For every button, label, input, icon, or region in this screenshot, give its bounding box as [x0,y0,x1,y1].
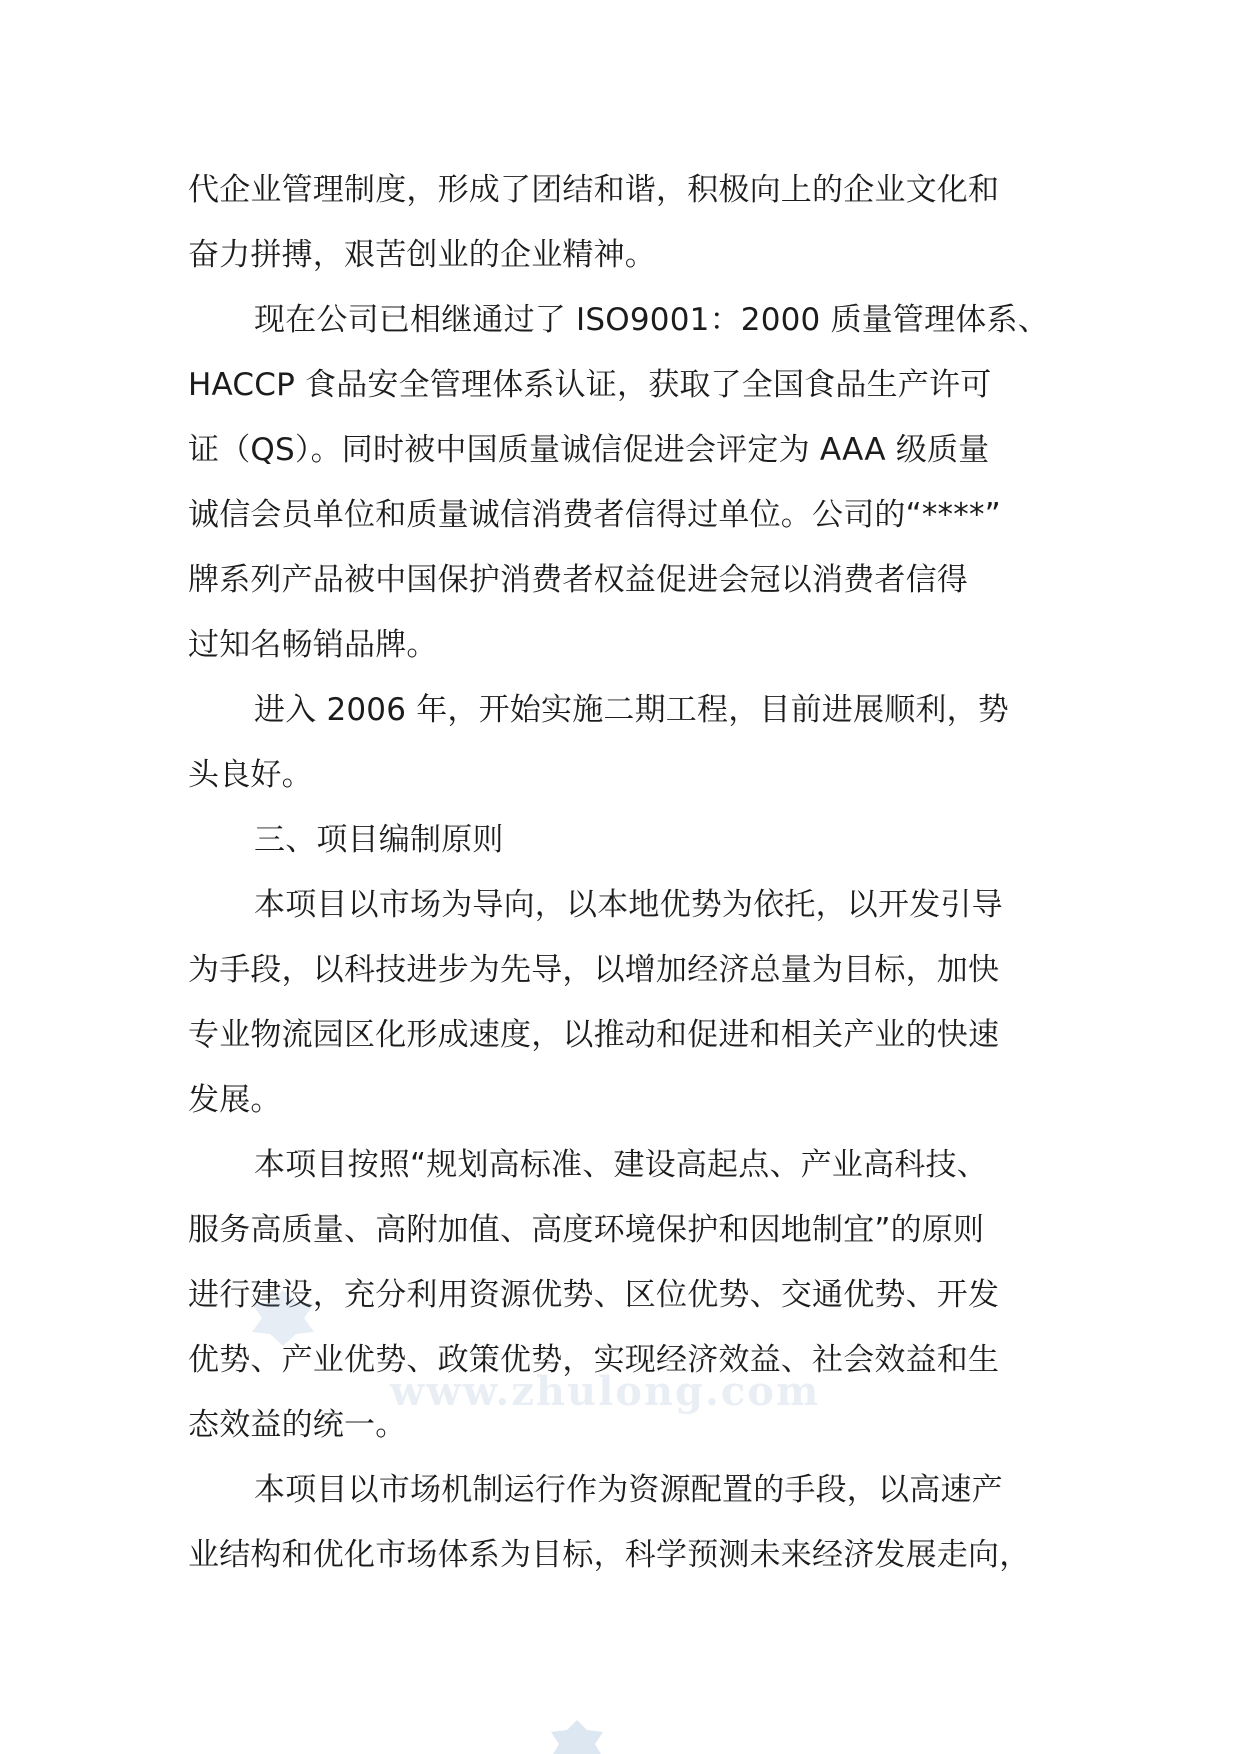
watermark-text: www.zhulong.com [390,1368,821,1415]
body-text [188,158,1056,1588]
paragraph-start-line: 本项目按照“规划高标准、建设高起点、产业高科技、 [254,1147,988,1183]
section-heading: 三、项目编制原则 [254,822,504,858]
text-line: 头良好。 [188,757,313,793]
text-line: 优势、产业优势、政策优势，实现经济效益、社会效益和生 [188,1342,1000,1378]
paragraph-start-line: 进入 2006 年，开始实施二期工程，目前进展顺利，势 [254,692,1009,728]
text-line: 奋力拼搏，艰苦创业的企业精神。 [188,237,656,273]
paragraph-start-line: 现在公司已相继通过了 ISO9001：2000 质量管理体系、 [254,302,1049,338]
text-line: 发展。 [188,1082,282,1118]
text-line: 代企业管理制度，形成了团结和谐，积极向上的企业文化和 [188,172,1000,208]
text-line: 为手段，以科技进步为先导，以增加经济总量为目标，加快 [188,952,1000,988]
text-line: 过知名畅销品牌。 [188,627,438,663]
text-line: 诚信会员单位和质量诚信消费者信得过单位。公司的“****” [188,497,1001,533]
watermark-bottom-logo-icon [545,1718,609,1754]
text-line: 业结构和优化市场体系为目标，科学预测未来经济发展走向， [188,1537,1031,1573]
text-line: 进行建设，充分利用资源优势、区位优势、交通优势、开发 [188,1277,1000,1313]
text-line: 专业物流园区化形成速度，以推动和促进和相关产业的快速 [188,1017,1000,1053]
text-line: HACCP 食品安全管理体系认证，获取了全国食品生产许可 [188,367,992,403]
paragraph-start-line: 本项目以市场机制运行作为资源配置的手段，以高速产 [254,1472,1003,1508]
text-line: 牌系列产品被中国保护消费者权益促进会冠以消费者信得 [188,562,968,598]
text-line: 证（QS）。同时被中国质量诚信促进会评定为 AAA 级质量 [188,432,990,468]
text-line: 态效益的统一。 [188,1407,407,1443]
text-line: 服务高质量、高附加值、高度环境保护和因地制宜”的原则 [188,1212,985,1248]
paragraph-start-line: 本项目以市场为导向，以本地优势为依托，以开发引导 [254,887,1003,923]
